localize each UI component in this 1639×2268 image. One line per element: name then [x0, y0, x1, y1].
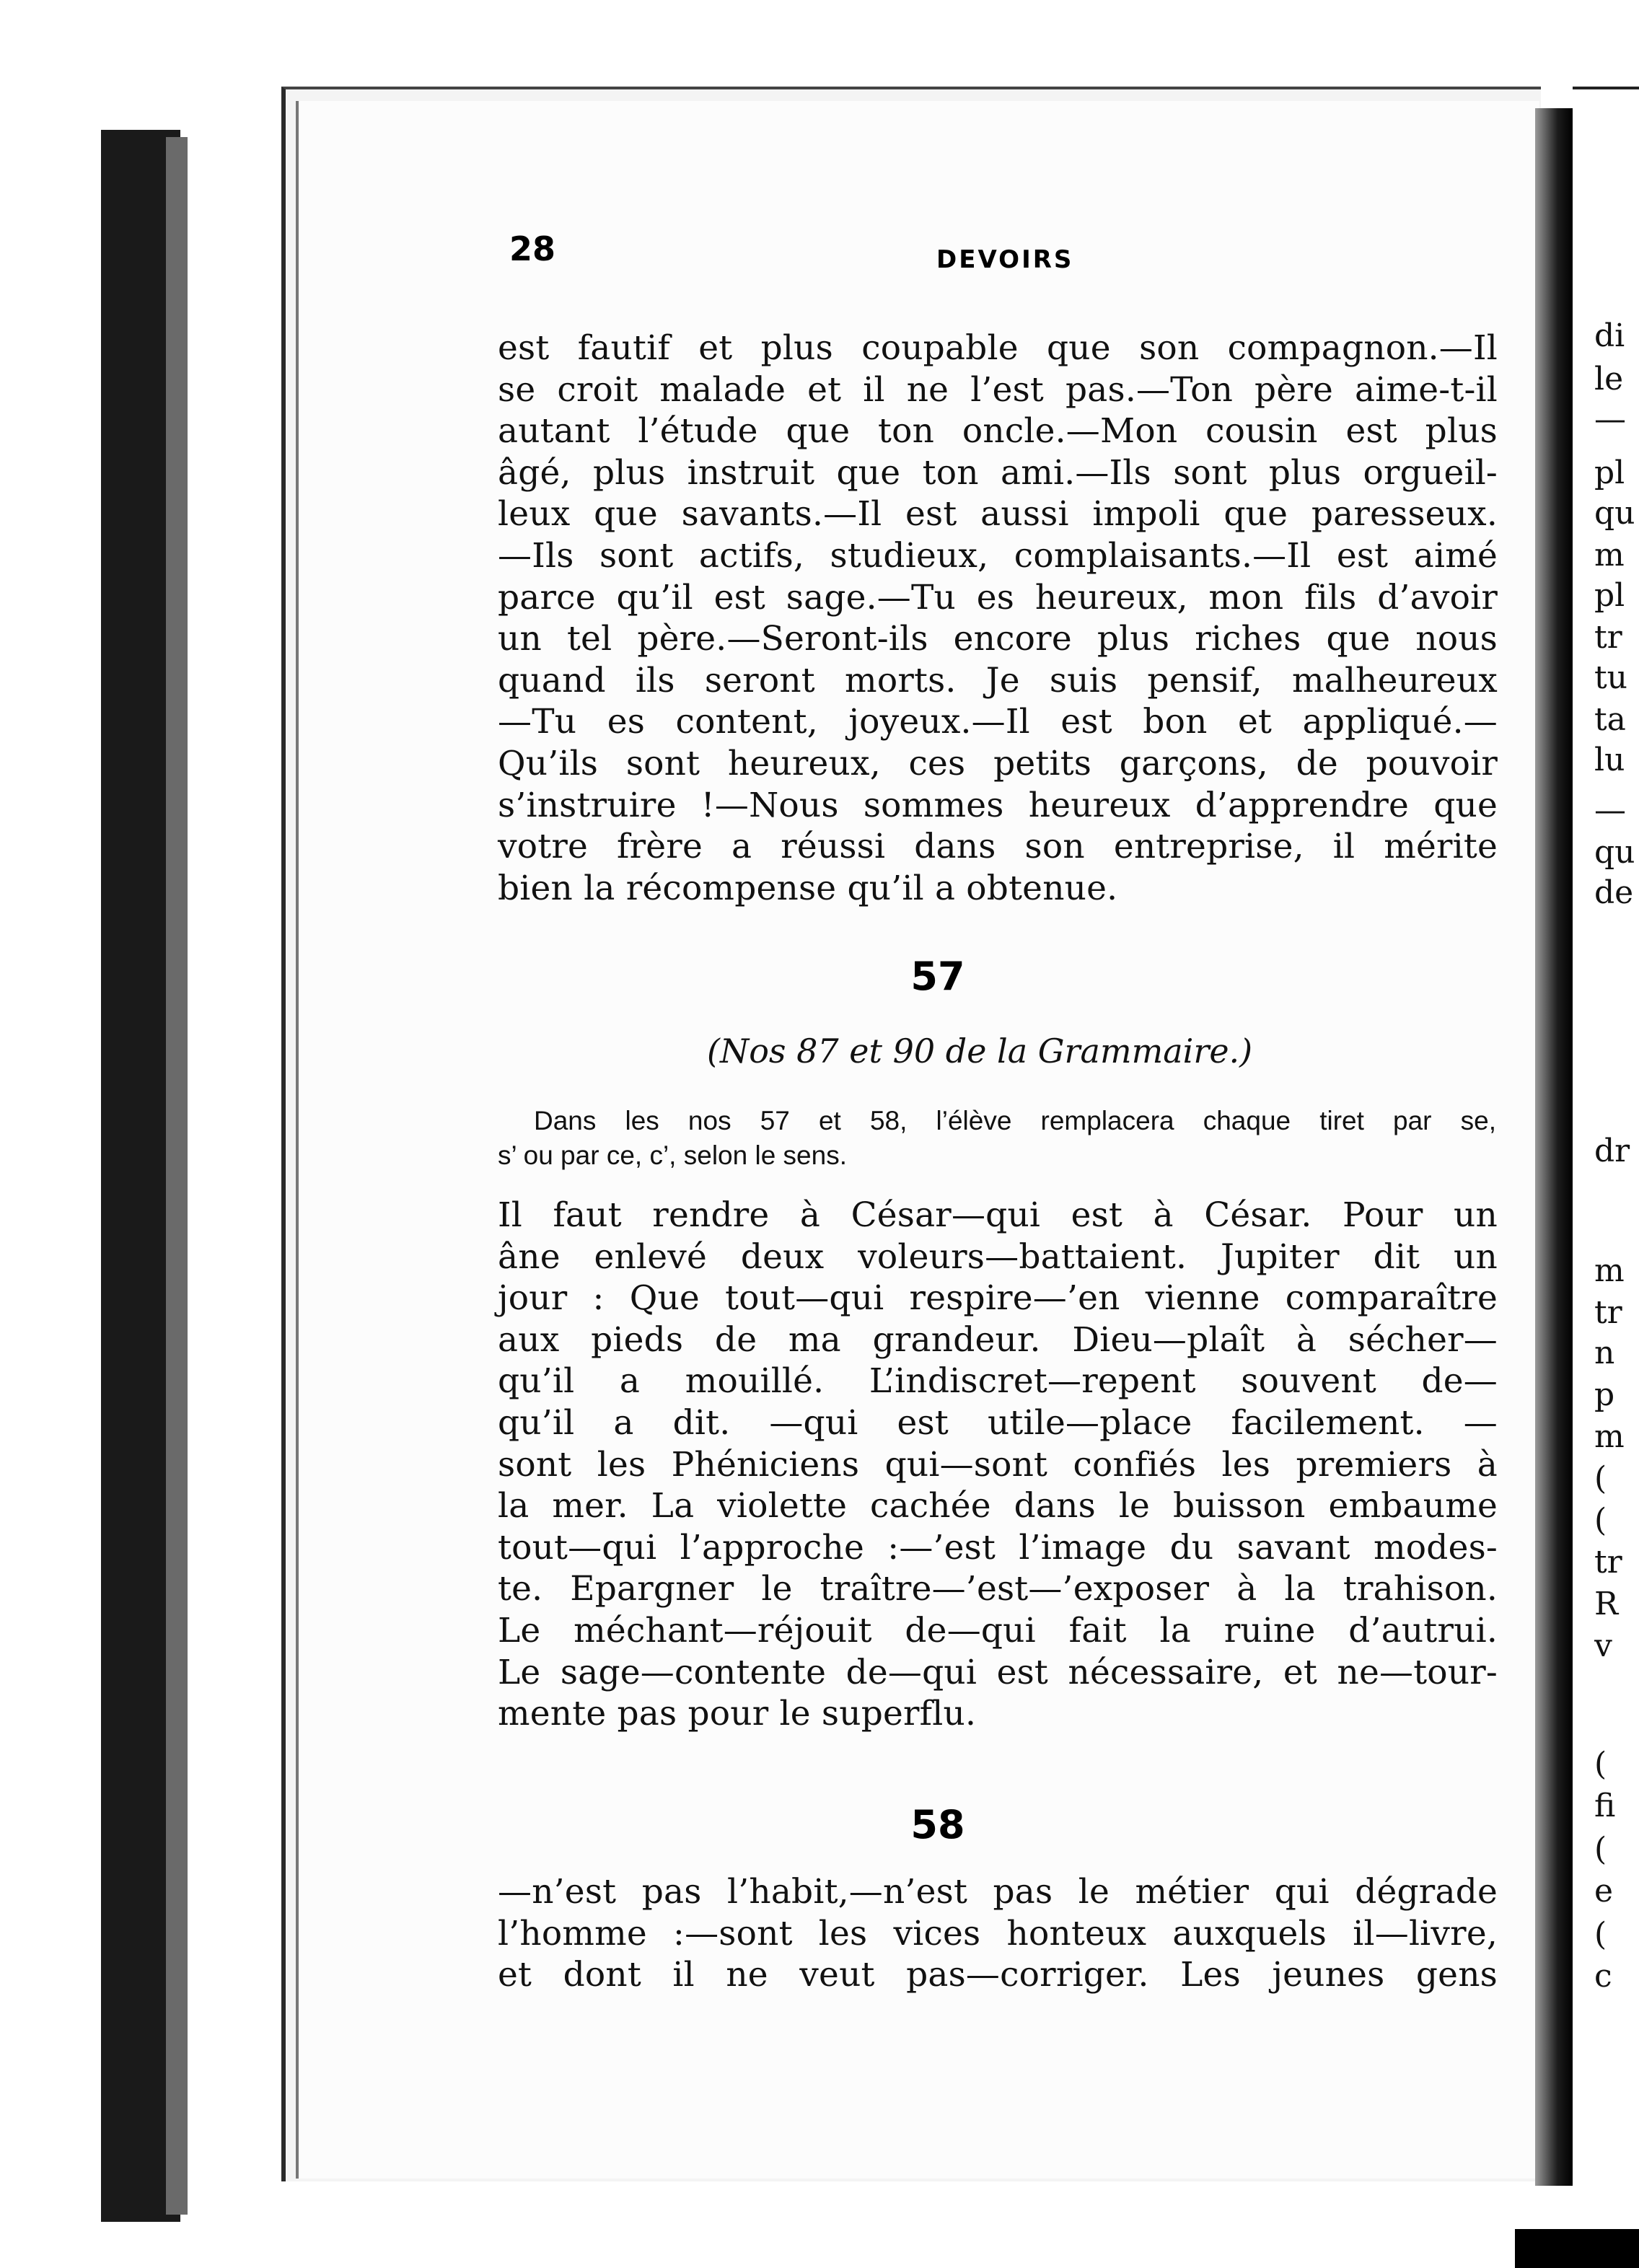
facing-fragment: R	[1594, 1586, 1619, 1622]
facing-fragment: di	[1594, 317, 1625, 354]
text-line: l’homme :—sont les vices honteux auxquels il—livre,	[498, 1913, 1498, 1953]
page-number: 28	[509, 229, 556, 268]
facing-fragment: (	[1594, 1746, 1607, 1783]
text-line: est fautif et plus coupable que son compagnon.—Il	[498, 328, 1498, 368]
facing-fragment: (	[1594, 1460, 1607, 1497]
text-line: mente pas pour le superflu.	[498, 1694, 977, 1734]
exercise-instruction	[498, 1104, 1496, 1173]
text-line: sont les Phéniciens qui—sont confiés les premiers à	[498, 1444, 1498, 1485]
facing-fragment: le	[1594, 361, 1624, 397]
text-line: âne enlevé deux voleurs—battaient. Jupiter dit un	[498, 1236, 1498, 1277]
instruction-line: s’ ou par ce, c’, selon le sens.	[498, 1140, 847, 1170]
book-gutter	[1535, 108, 1573, 2186]
facing-fragment: e	[1594, 1873, 1614, 1909]
facing-fragment: de	[1594, 874, 1634, 911]
facing-fragment: pl	[1594, 577, 1625, 614]
facing-fragment: c	[1594, 1958, 1612, 1995]
facing-fragment: p	[1594, 1376, 1615, 1413]
text-line: Il faut rendre à César—qui est à César. Pour un	[498, 1195, 1498, 1235]
text-line: Le méchant—réjouit de—qui fait la ruine d’autrui.	[498, 1610, 1498, 1651]
facing-fragment: m	[1594, 1252, 1625, 1289]
facing-fragment: dr	[1594, 1133, 1630, 1169]
text-line: parce qu’il est sage.—Tu es heureux, mon fils d’avoir	[498, 577, 1498, 617]
exercise-number-58: 58	[910, 1802, 965, 1847]
facing-fragment: n	[1594, 1335, 1615, 1371]
text-line: —Tu es content, joyeux.—Il est bon et appliqué.—	[498, 702, 1498, 742]
facing-fragment: v	[1594, 1627, 1612, 1664]
text-line: s’instruire !—Nous sommes heureux d’apprendre que	[498, 785, 1498, 825]
facing-fragment: tr	[1594, 1294, 1622, 1331]
text-line: te. Epargner le traître—’est—’exposer à la trahison.	[498, 1569, 1498, 1609]
facing-fragment: —	[1594, 792, 1626, 829]
exercise-number-57: 57	[910, 954, 965, 999]
text-line: leux que savants.—Il est aussi impoli que paresseux.	[498, 494, 1498, 535]
text-line: bien la récompense qu’il a obtenue.	[498, 868, 1118, 908]
facing-fragment: tr	[1594, 1544, 1622, 1581]
text-line: quand ils seront morts. Je suis pensif, malheureux	[498, 660, 1498, 700]
text-line: votre frère a réussi dans son entreprise, il mérite	[498, 827, 1498, 867]
text-line: se croit malade et il ne l’est pas.—Ton père aime-t-il	[498, 369, 1498, 410]
facing-fragment: pl	[1594, 454, 1625, 491]
exercise-58-text	[498, 1871, 1498, 1996]
facing-fragment: lu	[1594, 742, 1625, 778]
facing-fragment: m	[1594, 1418, 1625, 1455]
exercise-57-text	[498, 1195, 1498, 1735]
text-line: —Ils sont actifs, studieux, complaisants.—Il est aimé	[498, 535, 1498, 576]
text-line: jour : Que tout—qui respire—’en vienne comparaître	[498, 1278, 1498, 1319]
facing-fragment: (	[1594, 1502, 1607, 1539]
facing-fragment: m	[1594, 537, 1625, 573]
text-line: qu’il a dit. —qui est utile—place facilement. —	[498, 1402, 1498, 1443]
scan-corner	[1515, 2229, 1639, 2268]
text-line: autant l’étude que ton oncle.—Mon cousin est plus	[498, 411, 1498, 452]
facing-fragment: tu	[1594, 659, 1628, 696]
text-line: qu’il a mouillé. L’indiscret—repent souvent de—	[498, 1361, 1498, 1402]
text-line: Le sage—contente de—qui est nécessaire, et ne—tour-	[498, 1652, 1498, 1692]
book-edge	[166, 137, 188, 2215]
text-line: et dont il ne veut pas—corriger. Les jeunes gens	[498, 1955, 1498, 1995]
facing-fragment: (	[1594, 1916, 1607, 1953]
running-title: DEVOIRS	[936, 245, 1074, 274]
text-line: Qu’ils sont heureux, ces petits garçons, de pouvoir	[498, 743, 1498, 783]
text-line: âgé, plus instruit que ton ami.—Ils sont plus orgueil-	[498, 452, 1498, 493]
text-line: —n’est pas l’habit,—n’est pas le métier qui dégrade	[498, 1872, 1498, 1912]
facing-fragment: —	[1594, 401, 1626, 438]
text-line: tout—qui l’approche :—’est l’image du savant modes-	[498, 1527, 1498, 1568]
facing-fragment: ta	[1594, 701, 1626, 738]
continued-paragraph	[498, 328, 1498, 909]
facing-fragment: fi	[1594, 1788, 1616, 1824]
text-line: la mer. La violette cachée dans le buisson embaume	[498, 1486, 1498, 1526]
text-line: un tel père.—Seront-ils encore plus riches que nous	[498, 619, 1498, 659]
facing-fragment: tr	[1594, 619, 1622, 656]
facing-fragment: qu	[1594, 495, 1635, 532]
facing-fragment: qu	[1594, 834, 1635, 871]
facing-fragment: (	[1594, 1831, 1607, 1868]
grammar-reference: (Nos 87 et 90 de la Grammaire.)	[707, 1032, 1253, 1071]
instruction-line: Dans les nos 57 et 58, l’élève remplacera chaque tiret par se,	[534, 1106, 1496, 1135]
text-line: aux pieds de ma grandeur. Dieu—plaît à sécher—	[498, 1319, 1498, 1360]
